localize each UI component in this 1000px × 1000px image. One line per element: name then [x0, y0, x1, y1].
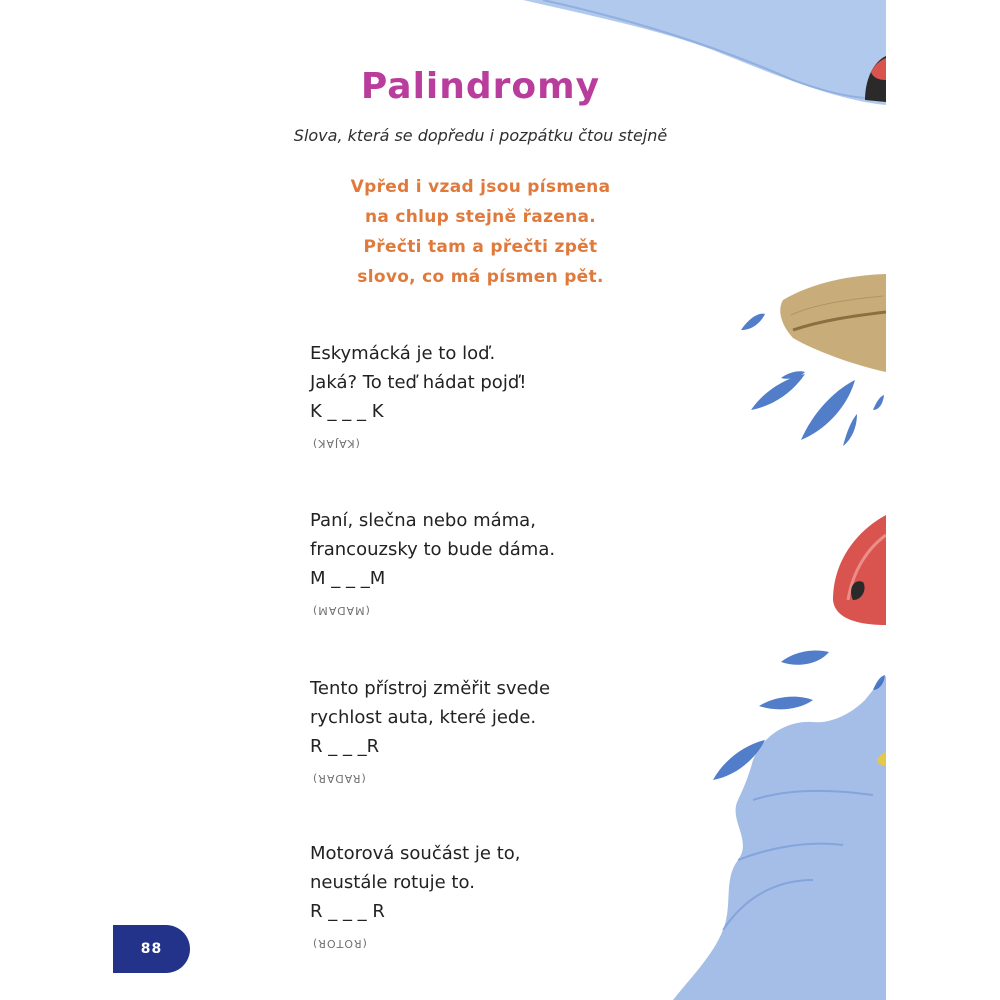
riddle-answer-upside-down: (ROTOR)	[312, 937, 367, 950]
book-page	[113, 0, 886, 1000]
page-number: 88	[140, 941, 163, 957]
page-title: Palindromy	[360, 66, 601, 107]
riddle-pattern: M _ _ _M	[310, 568, 386, 589]
poem-line: slovo, co má písmen pět.	[357, 267, 604, 287]
riddle-line: Motorová součást je to,	[310, 843, 521, 864]
poem-line: na chlup stejně řazena.	[364, 207, 597, 227]
riddle-line: francouzsky to bude dáma.	[310, 539, 556, 560]
riddle-kajak	[310, 339, 710, 455]
page-number-tab	[113, 925, 190, 973]
riddle-answer-upside-down: (RADAR)	[312, 772, 366, 785]
intro-poem	[113, 172, 848, 292]
riddle-pattern: R _ _ _ R	[310, 901, 385, 922]
riddle-line: rychlost auta, které jede.	[310, 707, 537, 728]
riddle-line: Paní, slečna nebo máma,	[310, 510, 536, 531]
riddle-radar	[310, 674, 710, 790]
page-subtitle: Slova, která se dopředu i pozpátku čtou stejně	[293, 126, 668, 145]
riddle-line: Jaká? To teď hádat pojď!	[310, 372, 527, 393]
poem-line: Přečti tam a přečti zpět	[363, 237, 598, 257]
riddle-rotor	[310, 839, 710, 955]
riddle-answer-upside-down: (KAJAK)	[312, 437, 360, 450]
riddle-pattern: K _ _ _ K	[310, 401, 384, 422]
riddle-pattern: R _ _ _R	[310, 736, 380, 757]
riddle-line: neustále rotuje to.	[310, 872, 475, 893]
bird-head	[833, 515, 886, 625]
riddle-line: Eskymácká je to loď.	[310, 343, 496, 364]
riddle-answer-upside-down: (MADAM)	[312, 604, 370, 617]
riddle-madam	[310, 506, 710, 622]
poem-line: Vpřed i vzad jsou písmena	[350, 177, 611, 197]
riddle-line: Tento přístroj změřit svede	[310, 678, 551, 699]
